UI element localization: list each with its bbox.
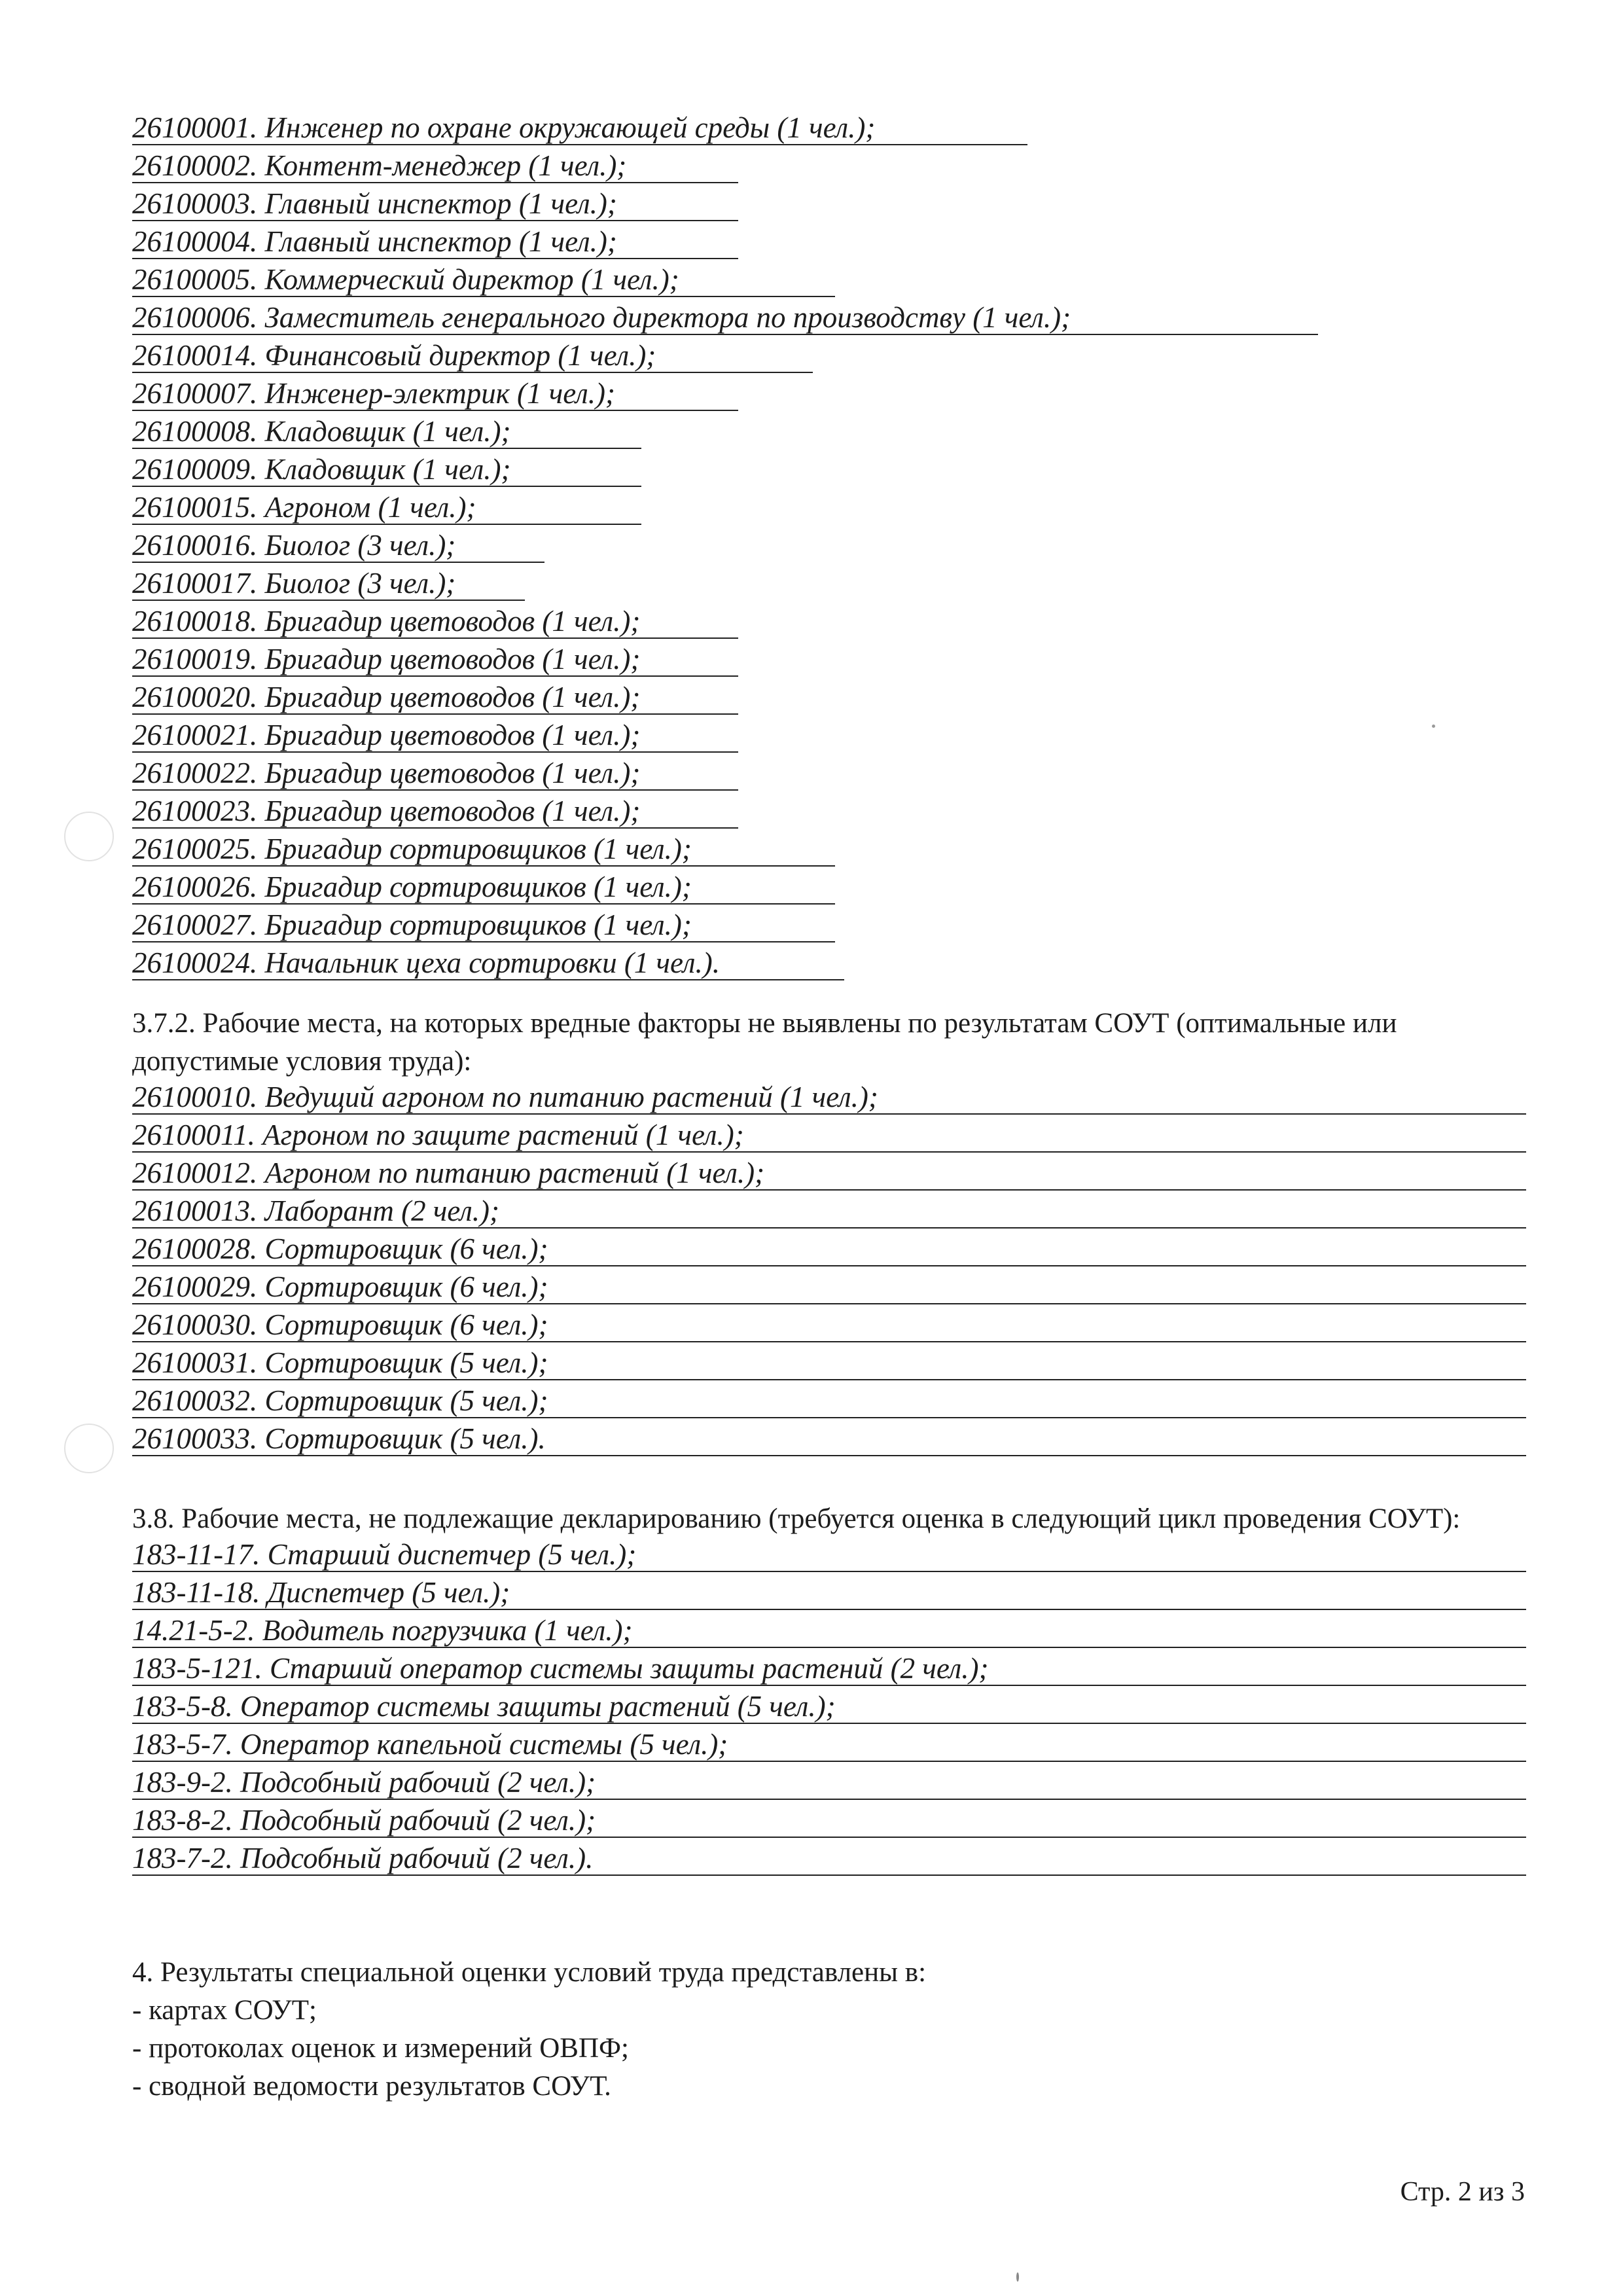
list-item-text: 183-8-2. Подсобный рабочий (2 чел.); <box>132 1804 1526 1838</box>
list-item-text: 26100002. Контент-менеджер (1 чел.); <box>132 149 738 183</box>
list-item <box>132 526 1526 564</box>
list-item-text: 26100017. Биолог (3 чел.); <box>132 567 525 601</box>
list-item-text: 26100015. Агроном (1 чел.); <box>132 491 641 525</box>
list-item <box>132 1614 1526 1652</box>
list-item-text: 26100028. Сортировщик (6 чел.); <box>132 1232 1526 1266</box>
section-heading: 4. Результаты специальной оценки условий труда представлены в: <box>132 1957 927 1988</box>
list-item-text: 26100014. Финансовый директор (1 чел.); <box>132 339 813 373</box>
list-item <box>132 109 1526 147</box>
list-item-text: 26100005. Коммерческий директор (1 чел.); <box>132 263 835 297</box>
list-item <box>132 374 1526 412</box>
list-item-text: 26100027. Бригадир сортировщиков (1 чел.); <box>132 908 835 942</box>
list-item-text: 26100007. Инженер-электрик (1 чел.); <box>132 377 738 411</box>
list-item <box>132 488 1526 526</box>
list-item-text: 183-5-7. Оператор капельной системы (5 чел.); <box>132 1728 1526 1762</box>
list-item-text: 26100018. Бригадир цветоводов (1 чел.); <box>132 605 738 639</box>
list-item-text: 26100010. Ведущий агроном по питанию растений (1 чел.); <box>132 1081 1526 1115</box>
list-item <box>132 754 1526 792</box>
list-item-text: 26100026. Бригадир сортировщиков (1 чел.); <box>132 870 835 905</box>
list-item <box>132 450 1526 488</box>
punch-hole-mark <box>64 812 114 861</box>
scan-speck <box>1016 2272 1019 2282</box>
list-item <box>132 906 1526 944</box>
list-item <box>132 640 1526 678</box>
list-item <box>132 678 1526 716</box>
list-item <box>132 1804 1526 1842</box>
list-item <box>132 1842 1526 1880</box>
list-item <box>132 185 1526 223</box>
section-3-7-2 <box>132 1005 1526 1460</box>
list-item <box>132 1576 1526 1614</box>
list-item-text: 183-5-121. Старший оператор системы защиты растений (2 чел.); <box>132 1652 1526 1686</box>
list-item-text: 26100013. Лаборант (2 чел.); <box>132 1194 1526 1229</box>
list-item <box>132 1652 1526 1690</box>
list-item <box>132 412 1526 450</box>
list-item <box>132 1119 1526 1157</box>
list-item-text: 26100003. Главный инспектор (1 чел.); <box>132 187 738 221</box>
list-item-text: 26100011. Агроном по защите растений (1 чел.); <box>132 1119 1526 1153</box>
list-item <box>132 564 1526 602</box>
workplace-list-optimal <box>132 1081 1526 1460</box>
list-item <box>132 868 1526 906</box>
section-heading: 3.8. Рабочие места, не подлежащие декларированию (требуется оценка в следующий цикл проведения СОУТ): <box>132 1503 1461 1534</box>
list-item-text: 26100031. Сортировщик (5 чел.); <box>132 1346 1526 1380</box>
list-item <box>132 1232 1526 1270</box>
section-3-8 <box>132 1500 1526 1880</box>
list-item <box>132 944 1526 982</box>
list-item <box>132 1690 1526 1728</box>
list-item-text: 26100019. Бригадир цветоводов (1 чел.); <box>132 643 738 677</box>
punch-hole-mark <box>64 1424 114 1473</box>
list-item-text: 26100025. Бригадир сортировщиков (1 чел.); <box>132 833 835 867</box>
list-item <box>132 298 1526 336</box>
list-item-text: 26100009. Кладовщик (1 чел.); <box>132 453 641 487</box>
list-item-text: 183-11-17. Старший диспетчер (5 чел.); <box>132 1538 1526 1572</box>
list-item-text: 26100012. Агроном по питанию растений (1 чел.); <box>132 1157 1526 1191</box>
section-4 <box>132 1954 1526 2106</box>
list-item <box>132 223 1526 260</box>
list-item-text: 183-9-2. Подсобный рабочий (2 чел.); <box>132 1766 1526 1800</box>
list-item <box>132 336 1526 374</box>
list-item: - протоколах оценок и измерений ОВПФ; <box>132 2033 629 2064</box>
list-item <box>132 1081 1526 1119</box>
list-item <box>132 602 1526 640</box>
list-item <box>132 716 1526 754</box>
list-item-text: 26100016. Биолог (3 чел.); <box>132 529 544 563</box>
workplace-list-harmful <box>132 109 1526 982</box>
list-item <box>132 1384 1526 1422</box>
list-item-text: 26100032. Сортировщик (5 чел.); <box>132 1384 1526 1418</box>
list-item-text: 26100023. Бригадир цветоводов (1 чел.); <box>132 795 738 829</box>
list-item <box>132 1422 1526 1460</box>
list-item <box>132 260 1526 298</box>
section-heading: 3.7.2. Рабочие места, на которых вредные факторы не выявлены по результатам СОУТ (оптимальные или допустимые условия труда): <box>132 1008 1397 1077</box>
workplace-list-not-declared <box>132 1538 1526 1880</box>
list-item-text: 26100020. Бригадир цветоводов (1 чел.); <box>132 681 738 715</box>
list-item <box>132 1346 1526 1384</box>
results-documents-list <box>132 1992 1526 2106</box>
list-item-text: 26100004. Главный инспектор (1 чел.); <box>132 225 738 259</box>
list-item-text: 183-5-8. Оператор системы защиты растений (5 чел.); <box>132 1690 1526 1724</box>
list-item-text: 26100001. Инженер по охране окружающей среды (1 чел.); <box>132 111 1027 145</box>
list-item <box>132 1538 1526 1576</box>
list-item-text: 26100033. Сортировщик (5 чел.). <box>132 1422 1526 1456</box>
list-item <box>132 1728 1526 1766</box>
list-item <box>132 1194 1526 1232</box>
list-item-text: 26100030. Сортировщик (6 чел.); <box>132 1308 1526 1342</box>
list-item <box>132 1308 1526 1346</box>
list-item-text: 26100022. Бригадир цветоводов (1 чел.); <box>132 757 738 791</box>
list-item: - картах СОУТ; <box>132 1995 317 2026</box>
list-item <box>132 830 1526 868</box>
page-number: Стр. 2 из 3 <box>1400 2177 1525 2207</box>
list-item: - сводной ведомости результатов СОУТ. <box>132 2071 611 2102</box>
list-item-text: 26100024. Начальник цеха сортировки (1 чел.). <box>132 946 844 980</box>
list-item-text: 26100008. Кладовщик (1 чел.); <box>132 415 641 449</box>
list-item-text: 183-7-2. Подсобный рабочий (2 чел.). <box>132 1842 1526 1876</box>
list-item <box>132 1270 1526 1308</box>
list-item <box>132 147 1526 185</box>
list-item <box>132 1157 1526 1194</box>
list-item-text: 26100021. Бригадир цветоводов (1 чел.); <box>132 719 738 753</box>
list-item-text: 14.21-5-2. Водитель погрузчика (1 чел.); <box>132 1614 1526 1648</box>
list-item-text: 26100006. Заместитель генерального директора по производству (1 чел.); <box>132 301 1318 335</box>
list-item <box>132 792 1526 830</box>
list-item-text: 26100029. Сортировщик (6 чел.); <box>132 1270 1526 1304</box>
list-item <box>132 1766 1526 1804</box>
list-item-text: 183-11-18. Диспетчер (5 чел.); <box>132 1576 1526 1610</box>
